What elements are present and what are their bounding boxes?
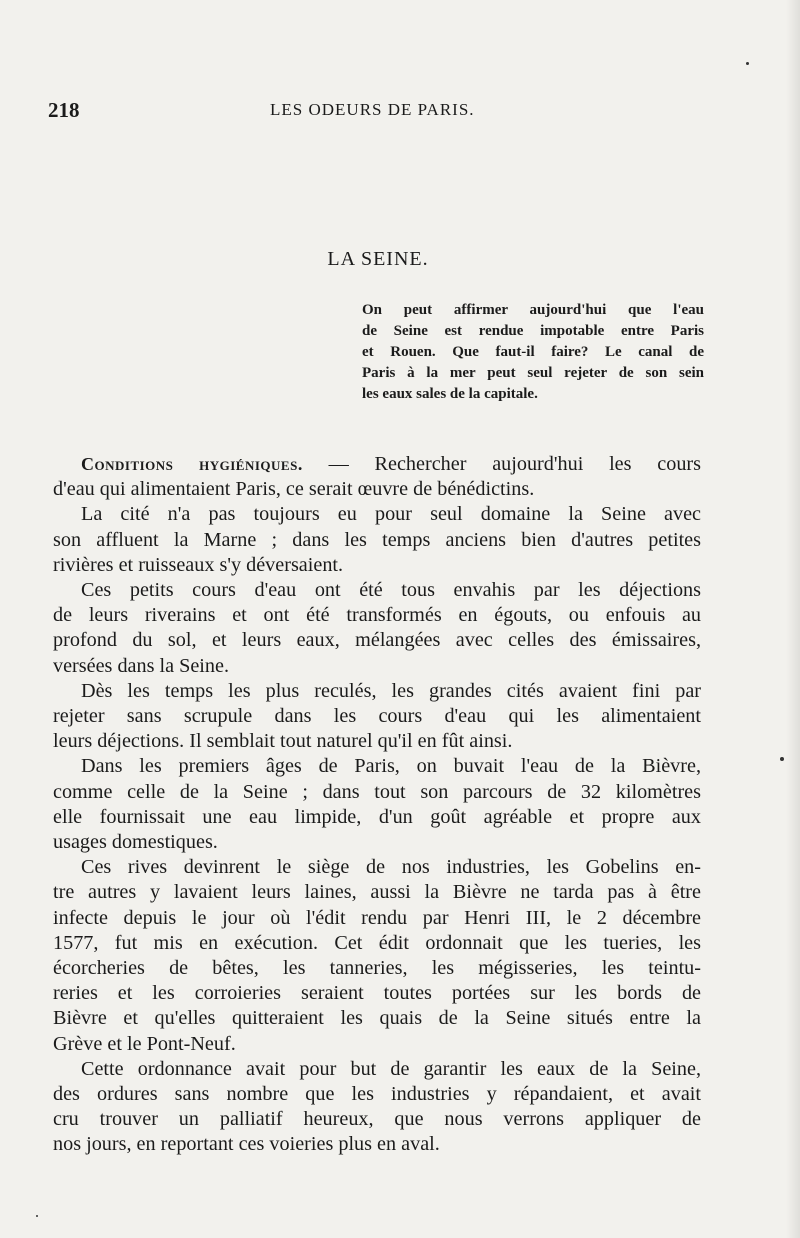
- text-line: Conditions hygiéniques. — Rechercher aujourd'hui les cours: [81, 453, 701, 475]
- run-in-heading: Conditions hygiéniques.: [81, 454, 303, 474]
- text-line: Dans les premiers âges de Paris, on buvait l'eau de la Bièvre,: [81, 755, 701, 778]
- text-line: versées dans la Seine.: [53, 654, 230, 677]
- text-line: son affluent la Marne ; dans les temps anciens bien d'autres petites: [53, 528, 701, 551]
- text-line: La cité n'a pas toujours eu pour seul domaine la Seine avec: [81, 503, 701, 526]
- paper-speck: [746, 62, 749, 65]
- paper-speck: [780, 757, 784, 761]
- text-line: Bièvre et qu'elles quitteraient les quais de la Seine situés entre la: [53, 1007, 701, 1030]
- text-line: Ces petits cours d'eau ont été tous envahis par les déjections: [81, 579, 701, 602]
- summary-line: les eaux sales de la capitale.: [362, 386, 538, 402]
- text-line: profond du sol, et leurs eaux, mélangées avec celles des émissaires,: [53, 629, 701, 652]
- paragraph: [53, 754, 701, 855]
- paragraph: [53, 679, 701, 755]
- text-line: tre autres y lavaient leurs laines, aussi la Bièvre ne tarda pas à être: [53, 881, 701, 904]
- text-line: comme celle de la Seine ; dans tout son parcours de 32 kilomètres: [53, 780, 701, 803]
- text-line: écorcheries de bêtes, les tanneries, les mégisseries, les teintu-: [53, 957, 701, 980]
- text-line: leurs déjections. Il semblait tout naturel qu'il en fût ainsi.: [53, 730, 513, 753]
- text-line: d'eau qui alimentaient Paris, ce serait œuvre de bénédictins.: [53, 478, 535, 501]
- text-line: Ces rives devinrent le siège de nos industries, les Gobelins en-: [81, 856, 701, 879]
- paper-speck: [36, 1215, 38, 1217]
- text-line: elle fournissait une eau limpide, d'un goût agréable et propre aux: [53, 805, 701, 828]
- paragraph: [53, 452, 701, 502]
- text-line: 1577, fut mis en exécution. Cet édit ordonnait que les tueries, les: [53, 931, 701, 954]
- summary-line: Paris à la mer peut seul rejeter de son sein: [362, 365, 704, 381]
- text-line: de leurs riverains et ont été transformés en égouts, ou enfouis au: [53, 604, 701, 627]
- page-number: 218: [48, 98, 80, 122]
- text-line: cru trouver un palliatif heureux, que nous verrons appliquer de: [53, 1108, 701, 1131]
- page-header: [48, 98, 708, 122]
- text-line: reries et les corroieries seraient toutes portées sur les bords de: [53, 982, 701, 1005]
- text-line: infecte depuis le jour où l'édit rendu par Henri III, le 2 décembre: [53, 906, 701, 929]
- summary-line: et Rouen. Que faut-il faire? Le canal de: [362, 344, 704, 360]
- paragraph: [53, 502, 701, 578]
- paragraph: [53, 855, 701, 1057]
- paragraph: [53, 1057, 701, 1158]
- page-edge-shadow: [786, 0, 800, 1238]
- paragraph: [53, 578, 701, 679]
- section-title: LA SEINE.: [327, 248, 429, 270]
- section-summary: [362, 300, 704, 405]
- text-line: nos jours, en reportant ces voieries plus en aval.: [53, 1133, 440, 1156]
- summary-line: On peut affirmer aujourd'hui que l'eau: [362, 302, 704, 318]
- text-line: Dès les temps les plus reculés, les grandes cités avaient fini par: [81, 679, 701, 702]
- summary-line: de Seine est rendue impotable entre Paris: [362, 323, 704, 339]
- text-line: Grève et le Pont-Neuf.: [53, 1032, 236, 1055]
- text-line: rejeter sans scrupule dans les cours d'eau qui les alimentaient: [53, 705, 701, 728]
- body-text: [53, 452, 701, 1158]
- text-line: Cette ordonnance avait pour but de garantir les eaux de la Seine,: [81, 1057, 701, 1080]
- running-head: LES ODEURS DE PARIS.: [270, 100, 475, 119]
- text-line: des ordures sans nombre que les industries y répandaient, et avait: [53, 1083, 701, 1106]
- text-line: usages domestiques.: [53, 831, 218, 854]
- text-line: rivières et ruisseaux s'y déversaient.: [53, 553, 344, 576]
